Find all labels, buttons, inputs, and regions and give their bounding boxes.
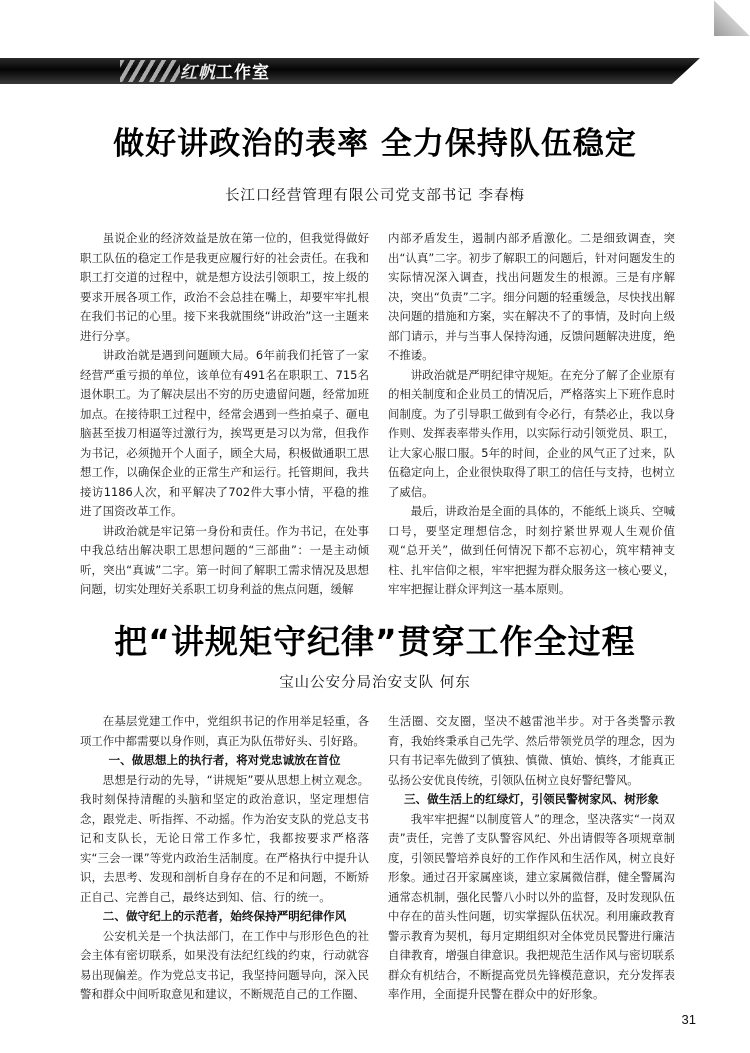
section-heading: 三、做生活上的红绿灯，引领民警树家风、树形象	[403, 792, 660, 806]
section-name: 工作室	[216, 63, 270, 83]
section-banner	[0, 52, 750, 92]
paragraph: 讲政治就是遇到问题顾大局。6年前我们托管了一家经营严重亏损的单位，该单位有491名在职职工、715名退休职工。为了解决层出不穷的历史遗留问题，经常加班加点。在接待职工过程中，经常会遇到一些拍桌子、砸电脑甚至拔刀相逼等过激行为，挨骂更是习以为常，但我作为书记，必须抛开个人面子，顾全大局，积极做通职工思想工作，以确保企业的正常生产和运行。托管期间，我共接访1186人次，和平解决了702件大事小情，平稳的推进了国资改革工作。	[80, 348, 369, 518]
paragraph: 我牢牢把握“以制度管人”的理念，坚决落实“一岗双责”责任，完善了支队警容风纪、外出请假等各项规章制度，引领民警培养良好的工作作风和生活作风，树立良好形象。通过召开家属座谈，建立家属微信群，健全警属沟通常态机制，强化民警八小时以外的监督，及时发现队伍中存在的苗头性问题，切实掌握队伍状况。利用廉政教育警示教育为契机，每月定期组织对全体党员民警进行廉洁自律教育，增强自律意识。我把规范生活作风与密切联系群众有机结合，不断提高党员先锋模范意识，充分发挥表率作用，全面提升民警在群众中的好形象。	[388, 811, 675, 1001]
article1-right-column	[388, 229, 675, 600]
section-title	[180, 62, 270, 84]
article2-right-column	[388, 712, 675, 1005]
banner-stripes	[120, 60, 180, 82]
paragraph: 讲政治就是严明纪律守规矩。在充分了解了企业原有的相关制度和企业员工的情况后，严格落实上下班作息时间制度。为了引导职工做到有令必行，有禁必止，我以身作则、发挥表率带头作用，以实际行动引领党员、职工，让大家心服口服。5年的时间，企业的风气正了过来，队伍稳定向上，企业很快取得了职工的信任与支持，也树立了威信。	[388, 367, 675, 499]
section-heading: 一、做思想上的执行者，将对党忠诚放在首位	[108, 753, 341, 767]
paragraph: 公安机关是一个执法部门，在工作中与形形色色的社会主体有密切联系，如果没有法纪红线的约束，行动就容易出现偏差。作为党总支书记，我坚持问题导向，深入民警和群众中间听取意见和建议，不断规范自己的工作圈、	[80, 928, 369, 1001]
paragraph: 思想是行动的先导，“讲规矩”要从思想上树立观念。我时刻保持清醒的头脑和坚定的政治意识，坚定理想信念，跟党走、听指挥、不动摇。作为治安支队的党总支书记和支队长，无论日常工作多忙，我都按要求严格落实“三会一课”等党内政治生活制度。在严格执行中提升认识，去思考、发现和剖析自身存在的不足和问题，不断矫正自己、完善自己，最终达到知、信、行的统一。	[80, 772, 369, 904]
article2-left-column	[80, 712, 369, 1005]
article2-title: 把“讲规矩守纪律”贯穿工作全过程	[114, 622, 636, 661]
paragraph: 最后，讲政治是全面的具体的，不能纸上谈兵、空喊口号，要坚定理想信念，时刻拧紧世界观人生观价值观“总开关”，做到任何情况下都不忘初心，筑牢精神支柱、扎牢信仰之根，牢牢把握为群众服务这一核心要义，牢牢把握让群众评判这一基本原则。	[388, 504, 675, 596]
article2-byline: 宝山公安分局治安支队 何东	[279, 675, 471, 691]
paragraph: 内部矛盾发生，遏制内部矛盾激化。二是细致调查，突出“认真”二字。初步了解职工的问题后，针对问题发生的实际情况深入调查，找出问题发生的根源。三是有序解决，突出“负责”二字。细分问题的轻重缓急，尽快找出解决问题的措施和方案，实在解决不了的事情，及时向上级部门请示，并与当事人保持沟通，反馈问题解决进度，绝不推诿。	[388, 231, 675, 362]
section-heading: 二、做守纪上的示范者，始终保持严明纪律作风	[102, 909, 347, 923]
page-number: 31	[681, 1012, 696, 1027]
section-brand: 红帆	[180, 63, 216, 83]
article1-left-column	[80, 229, 369, 600]
paragraph: 讲政治就是牢记第一身份和责任。作为书记，在处事中我总结出解决职工思想问题的“三部曲”：一是主动倾听，突出“真诚”二字。第一时间了解职工需求情况及思想问题，切实处理好关系职工切身利益的焦点问题，缓解	[80, 523, 369, 596]
paragraph: 生活圈、交友圈，坚决不越雷池半步。对于各类警示教育，我始终秉承自己先学、然后带领党员学的理念，因为只有书记率先做到了慎独、慎微、慎始、慎终，才能真正弘扬公安优良传统，引领队伍树立良好警纪警风。	[388, 714, 675, 787]
banner-bar	[0, 58, 700, 84]
paragraph: 虽说企业的经济效益是放在第一位的，但我觉得做好职工队伍的稳定工作是我更应履行好的社会责任。在我和职工打交道的过程中，就是想方设法引领职工，按上级的要求开展各项工作，政治不会总挂在嘴上，却要牢牢扎根在我们书记的心里。接下来我就围绕“讲政治”这一主题来进行分享。	[80, 231, 369, 343]
article1-byline: 长江口经营管理有限公司党支部书记 李春梅	[224, 188, 526, 204]
page-corner-fold	[714, 0, 750, 36]
article1-title: 做好讲政治的表率 全力保持队伍稳定	[113, 126, 637, 162]
paragraph: 在基层党建工作中，党组织书记的作用举足轻重，各项工作中都需要以身作则，真正为队伍带好头、引好路。	[80, 714, 369, 748]
